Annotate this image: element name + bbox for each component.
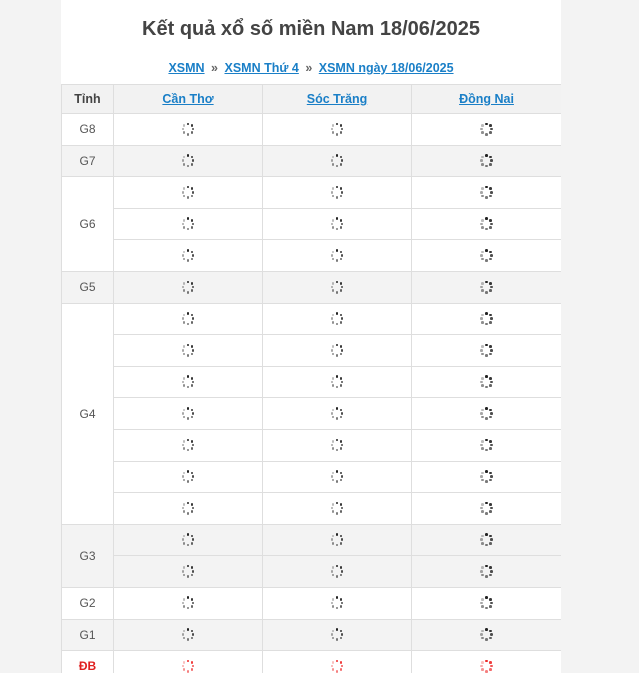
result-cell bbox=[263, 398, 412, 430]
table-row bbox=[62, 651, 562, 673]
breadcrumb-separator: » bbox=[211, 61, 218, 75]
loading-spinner-icon bbox=[182, 502, 195, 515]
table-row bbox=[62, 335, 562, 367]
loading-spinner-icon bbox=[331, 249, 344, 262]
result-cell bbox=[263, 429, 412, 461]
result-cell bbox=[412, 651, 562, 673]
result-cell bbox=[412, 587, 562, 619]
loading-spinner-icon bbox=[182, 533, 195, 546]
loading-spinner-icon bbox=[182, 217, 195, 230]
result-cell bbox=[263, 619, 412, 651]
column-header-dong-nai bbox=[412, 85, 562, 114]
result-cell bbox=[263, 208, 412, 240]
result-cell bbox=[114, 303, 263, 335]
result-cell bbox=[263, 556, 412, 588]
result-cell bbox=[263, 177, 412, 209]
results-panel bbox=[61, 0, 561, 673]
result-cell bbox=[114, 461, 263, 493]
loading-spinner-icon bbox=[182, 470, 195, 483]
result-cell bbox=[263, 461, 412, 493]
column-header-province: Tỉnh bbox=[62, 85, 114, 114]
loading-spinner-icon bbox=[331, 628, 344, 641]
province-link-dong-nai[interactable]: Đồng Nai bbox=[459, 92, 514, 106]
result-cell bbox=[412, 240, 562, 272]
loading-spinner-icon bbox=[480, 533, 493, 546]
table-row bbox=[62, 114, 562, 146]
loading-spinner-icon bbox=[331, 186, 344, 199]
table-row bbox=[62, 303, 562, 335]
province-link-can-tho[interactable]: Cần Thơ bbox=[162, 92, 214, 106]
loading-spinner-icon bbox=[331, 344, 344, 357]
result-cell bbox=[114, 335, 263, 367]
table-header-row bbox=[62, 85, 562, 114]
table-row bbox=[62, 271, 562, 303]
loading-spinner-icon bbox=[331, 533, 344, 546]
breadcrumb-xsmn-link[interactable]: XSMN bbox=[168, 61, 205, 75]
result-cell bbox=[114, 651, 263, 673]
result-cell bbox=[114, 587, 263, 619]
result-cell bbox=[114, 208, 263, 240]
loading-spinner-icon bbox=[480, 470, 493, 483]
loading-spinner-icon bbox=[331, 123, 344, 136]
result-cell bbox=[412, 271, 562, 303]
loading-spinner-icon bbox=[331, 407, 344, 420]
result-cell bbox=[412, 524, 562, 556]
table-row bbox=[62, 177, 562, 209]
loading-spinner-icon bbox=[331, 281, 344, 294]
loading-spinner-icon bbox=[182, 596, 195, 609]
prize-label: G1 bbox=[62, 619, 114, 651]
column-header-soc-trang bbox=[263, 85, 412, 114]
loading-spinner-icon bbox=[182, 281, 195, 294]
result-cell bbox=[263, 271, 412, 303]
table-row bbox=[62, 240, 562, 272]
result-cell bbox=[263, 366, 412, 398]
table-row bbox=[62, 461, 562, 493]
loading-spinner-icon bbox=[331, 375, 344, 388]
breadcrumb-date-link[interactable]: XSMN ngày 18/06/2025 bbox=[318, 61, 454, 75]
loading-spinner-icon bbox=[182, 660, 195, 673]
result-cell bbox=[114, 145, 263, 177]
prize-label: ĐB bbox=[62, 651, 114, 673]
table-row bbox=[62, 398, 562, 430]
result-cell bbox=[263, 335, 412, 367]
loading-spinner-icon bbox=[480, 249, 493, 262]
loading-spinner-icon bbox=[331, 470, 344, 483]
prize-label: G5 bbox=[62, 271, 114, 303]
loading-spinner-icon bbox=[480, 312, 493, 325]
prize-label: G8 bbox=[62, 114, 114, 146]
table-row bbox=[62, 493, 562, 525]
result-cell bbox=[412, 366, 562, 398]
loading-spinner-icon bbox=[331, 596, 344, 609]
loading-spinner-icon bbox=[182, 123, 195, 136]
loading-spinner-icon bbox=[182, 154, 195, 167]
result-cell bbox=[412, 429, 562, 461]
result-cell bbox=[114, 114, 263, 146]
prize-label: G3 bbox=[62, 524, 114, 587]
loading-spinner-icon bbox=[331, 502, 344, 515]
loading-spinner-icon bbox=[480, 565, 493, 578]
loading-spinner-icon bbox=[182, 344, 195, 357]
loading-spinner-icon bbox=[182, 407, 195, 420]
page-title: Kết quả xổ số miền Nam 18/06/2025 bbox=[142, 18, 480, 40]
results-table bbox=[61, 84, 561, 673]
prize-label: G4 bbox=[62, 303, 114, 524]
loading-spinner-icon bbox=[331, 154, 344, 167]
result-cell bbox=[114, 271, 263, 303]
table-row bbox=[62, 429, 562, 461]
table-row bbox=[62, 145, 562, 177]
result-cell bbox=[114, 556, 263, 588]
loading-spinner-icon bbox=[182, 249, 195, 262]
table-row bbox=[62, 587, 562, 619]
loading-spinner-icon bbox=[331, 660, 344, 673]
loading-spinner-icon bbox=[331, 312, 344, 325]
prize-label: G2 bbox=[62, 587, 114, 619]
result-cell bbox=[263, 651, 412, 673]
loading-spinner-icon bbox=[331, 217, 344, 230]
table-row bbox=[62, 619, 562, 651]
result-cell bbox=[114, 240, 263, 272]
loading-spinner-icon bbox=[480, 375, 493, 388]
loading-spinner-icon bbox=[182, 628, 195, 641]
breadcrumb-weekday-link[interactable]: XSMN Thứ 4 bbox=[224, 61, 299, 75]
loading-spinner-icon bbox=[480, 186, 493, 199]
loading-spinner-icon bbox=[480, 439, 493, 452]
loading-spinner-icon bbox=[182, 186, 195, 199]
result-cell bbox=[412, 556, 562, 588]
result-cell bbox=[263, 145, 412, 177]
prize-label: G7 bbox=[62, 145, 114, 177]
results-body bbox=[62, 114, 562, 673]
result-cell bbox=[412, 398, 562, 430]
loading-spinner-icon bbox=[182, 375, 195, 388]
result-cell bbox=[114, 429, 263, 461]
table-row bbox=[62, 556, 562, 588]
result-cell bbox=[412, 114, 562, 146]
loading-spinner-icon bbox=[480, 281, 493, 294]
loading-spinner-icon bbox=[480, 660, 493, 673]
result-cell bbox=[114, 619, 263, 651]
loading-spinner-icon bbox=[182, 439, 195, 452]
result-cell bbox=[412, 303, 562, 335]
result-cell bbox=[114, 366, 263, 398]
loading-spinner-icon bbox=[480, 344, 493, 357]
result-cell bbox=[412, 177, 562, 209]
table-row bbox=[62, 524, 562, 556]
result-cell bbox=[412, 461, 562, 493]
breadcrumb-separator: » bbox=[305, 61, 313, 75]
loading-spinner-icon bbox=[480, 596, 493, 609]
loading-spinner-icon bbox=[480, 123, 493, 136]
province-link-soc-trang[interactable]: Sóc Trăng bbox=[306, 92, 368, 106]
result-cell bbox=[412, 208, 562, 240]
result-cell bbox=[114, 524, 263, 556]
result-cell bbox=[412, 619, 562, 651]
result-cell bbox=[263, 240, 412, 272]
loading-spinner-icon bbox=[331, 565, 344, 578]
loading-spinner-icon bbox=[480, 502, 493, 515]
result-cell bbox=[263, 587, 412, 619]
result-cell bbox=[263, 493, 412, 525]
prize-label: G6 bbox=[62, 177, 114, 272]
loading-spinner-icon bbox=[331, 439, 344, 452]
result-cell bbox=[263, 303, 412, 335]
result-cell bbox=[263, 114, 412, 146]
loading-spinner-icon bbox=[480, 217, 493, 230]
result-cell bbox=[263, 524, 412, 556]
result-cell bbox=[412, 145, 562, 177]
column-header-can-tho bbox=[114, 85, 263, 114]
result-cell bbox=[114, 177, 263, 209]
result-cell bbox=[412, 493, 562, 525]
loading-spinner-icon bbox=[480, 407, 493, 420]
result-cell bbox=[412, 335, 562, 367]
table-row bbox=[62, 366, 562, 398]
loading-spinner-icon bbox=[480, 154, 493, 167]
table-row bbox=[62, 208, 562, 240]
result-cell bbox=[114, 493, 263, 525]
loading-spinner-icon bbox=[182, 312, 195, 325]
loading-spinner-icon bbox=[480, 628, 493, 641]
result-cell bbox=[114, 398, 263, 430]
breadcrumb bbox=[61, 52, 561, 84]
loading-spinner-icon bbox=[182, 565, 195, 578]
